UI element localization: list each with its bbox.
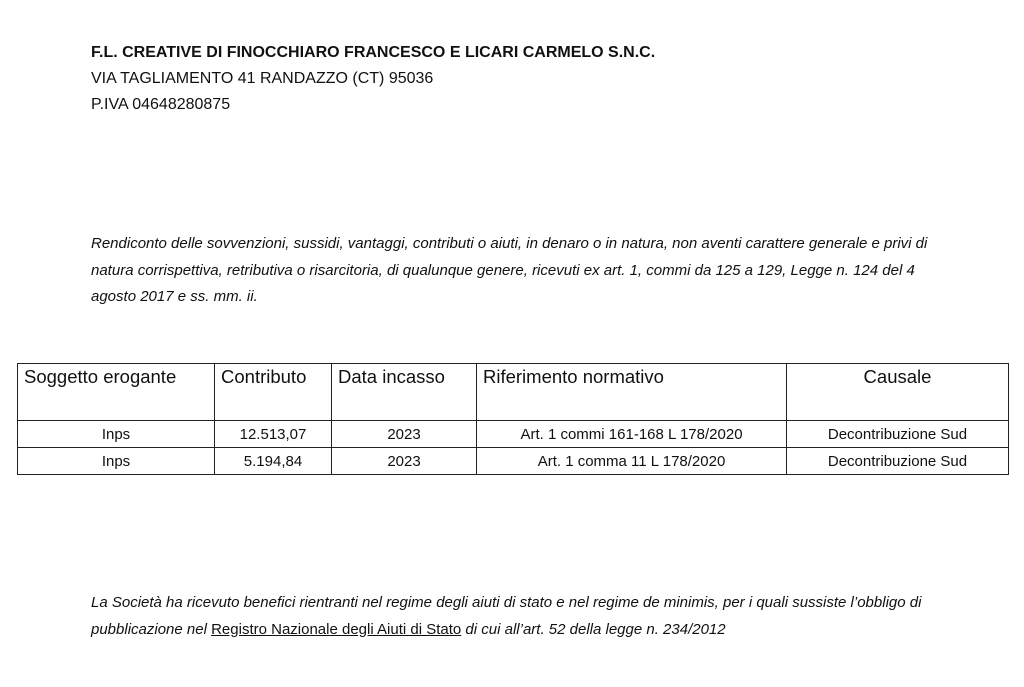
header-soggetto-erogante: Soggetto erogante: [18, 364, 215, 421]
grants-table-header: [18, 364, 1009, 421]
intro-paragraph: Rendiconto delle sovvenzioni, sussidi, vantaggi, contributi o aiuti, in denaro o in natura, non aventi carattere generale e privi di natura corrispettiva, retributiva o risarcitoria, di qualunque genere, ricevuti ex art. 1, commi da 125 a 129, Legge n. 124 del 4 agosto 2017 e ss. mm. ii.: [91, 235, 928, 305]
header-riferimento-normativo: Riferimento normativo: [477, 364, 787, 421]
table-row: [18, 421, 1009, 448]
note-text-after: di cui all’art. 52 della legge n. 234/2012: [461, 620, 726, 638]
cell-contributo: 5.194,84: [215, 448, 332, 475]
company-header: [91, 40, 655, 118]
cell-causale: Decontribuzione Sud: [787, 421, 1009, 448]
cell-soggetto-erogante: Inps: [18, 448, 215, 475]
cell-soggetto-erogante: Inps: [18, 421, 215, 448]
company-address: VIA TAGLIAMENTO 41 RANDAZZO (CT) 95036: [91, 70, 434, 87]
grants-table: [17, 363, 1009, 475]
cell-data-incasso: 2023: [332, 448, 477, 475]
registro-aiuti-link[interactable]: Registro Nazionale degli Aiuti di Stato: [211, 620, 462, 638]
state-aid-note: [91, 590, 951, 643]
cell-contributo: 12.513,07: [215, 421, 332, 448]
header-contributo: Contributo: [215, 364, 332, 421]
cell-riferimento-normativo: Art. 1 comma 11 L 178/2020: [477, 448, 787, 475]
note-text-before: La Società ha ricevuto benefici rientranti nel regime degli aiuti di stato e nel regime de minimis, per i quali sussiste l’obbligo di pubblicazione nel: [91, 594, 922, 638]
grants-table-body: [18, 421, 1009, 475]
cell-data-incasso: 2023: [332, 421, 477, 448]
cell-causale: Decontribuzione Sud: [787, 448, 1009, 475]
header-row: [18, 364, 1009, 421]
company-name: F.L. CREATIVE DI FINOCCHIARO FRANCESCO E LICARI CARMELO S.N.C.: [91, 44, 656, 61]
cell-riferimento-normativo: Art. 1 commi 161-168 L 178/2020: [477, 421, 787, 448]
table-row: [18, 448, 1009, 475]
header-data-incasso: Data incasso: [332, 364, 477, 421]
company-vat: P.IVA 04648280875: [91, 96, 231, 113]
header-causale: Causale: [787, 364, 1009, 421]
